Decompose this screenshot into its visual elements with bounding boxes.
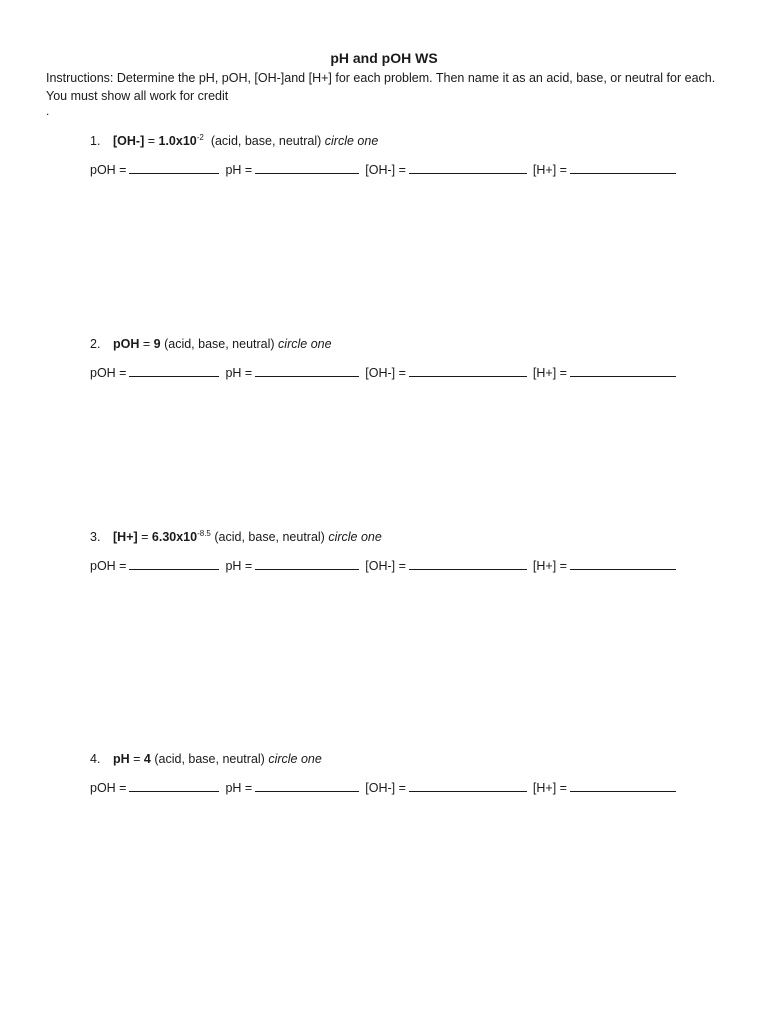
problem-number: 1. [90,134,101,148]
equals-sign: = [137,530,152,544]
problem-1 [90,134,378,148]
h-blank[interactable] [570,781,676,792]
oh-blank[interactable] [409,163,527,174]
stray-mark: . [46,104,50,118]
ph-blank[interactable] [255,163,359,174]
problem-3 [90,530,382,544]
h-blank[interactable] [570,366,676,377]
problem-number: 4. [90,752,101,766]
problem-number: 2. [90,337,101,351]
circle-instruction: circle one [328,530,382,544]
poh-label: pOH = [90,559,127,573]
h-label: [H+] = [532,366,567,380]
circle-instruction: circle one [324,134,379,148]
choices: (acid, base, neutral) [154,752,265,766]
choices: (acid, base, neutral) [210,134,322,148]
problem-4 [90,752,322,766]
problem-2 [90,337,332,351]
answer-row-1 [90,163,682,177]
page-title: pH and pOH WS [330,50,438,66]
exponent: -2 [196,133,204,142]
ph-label: pH = [225,781,253,795]
answer-row-3 [90,559,682,573]
exponent: -8.5 [197,529,211,538]
h-blank[interactable] [570,559,676,570]
given-value: 4 [143,752,151,766]
given-label: [H+] [113,530,138,544]
oh-label: [OH-] = [365,781,406,795]
h-blank[interactable] [570,163,676,174]
equals-sign: = [139,337,154,351]
choices: (acid, base, neutral) [164,337,275,351]
given-value: 9 [153,337,161,351]
poh-label: pOH = [90,366,127,380]
ph-blank[interactable] [255,366,359,377]
ph-blank[interactable] [255,781,359,792]
given-value: 1.0x10 [158,134,197,148]
ph-label: pH = [225,163,253,177]
given-label: [OH-] [113,134,145,148]
given-label: pOH [113,337,140,351]
equals-sign: = [144,134,159,148]
poh-blank[interactable] [129,366,219,377]
ph-label: pH = [225,559,253,573]
given-value: 6.30x10 [151,530,198,544]
given-label: pH [113,752,130,766]
problem-number: 3. [90,530,101,544]
oh-label: [OH-] = [365,366,406,380]
ph-label: pH = [225,366,253,380]
oh-blank[interactable] [409,559,527,570]
circle-instruction: circle one [268,752,322,766]
oh-label: [OH-] = [365,163,406,177]
oh-blank[interactable] [409,366,527,377]
h-label: [H+] = [532,163,567,177]
poh-blank[interactable] [129,559,219,570]
oh-label: [OH-] = [365,559,406,573]
answer-row-2 [90,366,682,380]
poh-blank[interactable] [129,163,219,174]
poh-blank[interactable] [129,781,219,792]
h-label: [H+] = [532,559,567,573]
h-label: [H+] = [532,781,567,795]
poh-label: pOH = [90,781,127,795]
poh-label: pOH = [90,163,127,177]
answer-row-4 [90,781,682,795]
choices: (acid, base, neutral) [214,530,325,544]
oh-blank[interactable] [409,781,527,792]
circle-instruction: circle one [278,337,332,351]
ph-blank[interactable] [255,559,359,570]
equals-sign: = [129,752,144,766]
instructions-text: Instructions: Determine the pH, pOH, [OH-]and [H+] for each problem. Then name it as an acid, base, or neutral for each. You must show all work for credit [46,71,716,103]
